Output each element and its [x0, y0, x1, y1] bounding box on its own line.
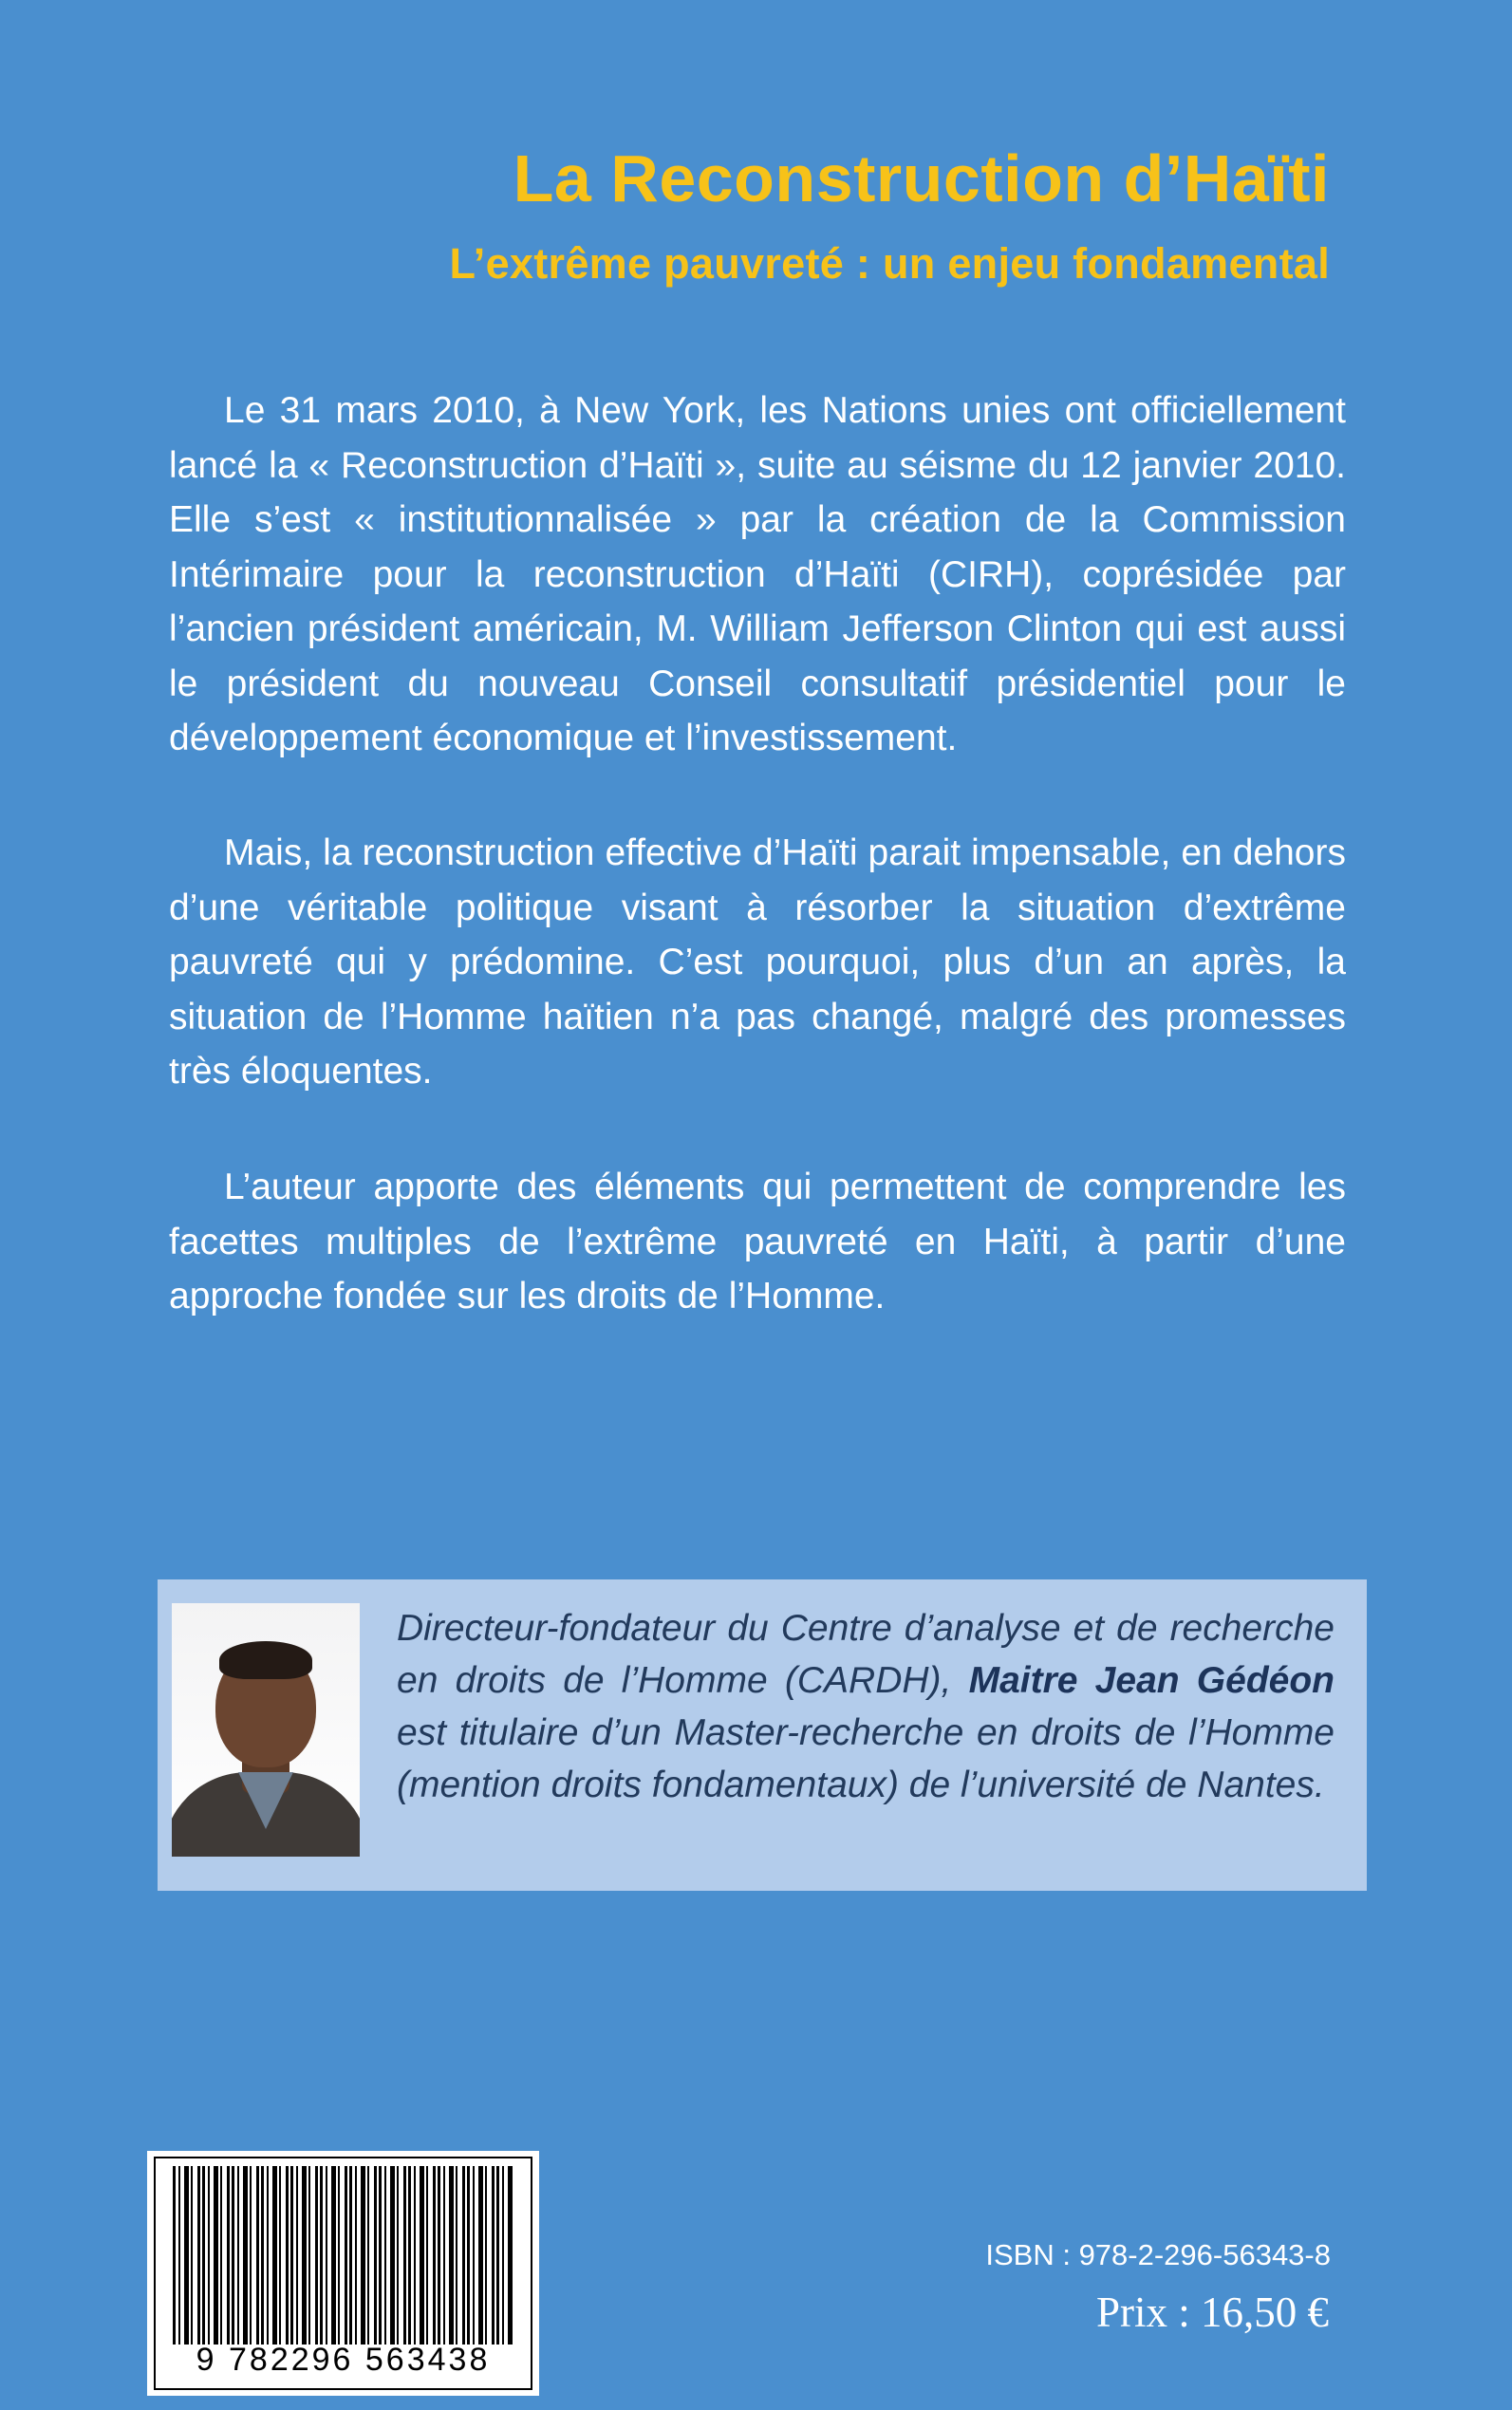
book-subtitle: L’extrême pauvreté : un enjeu fondamental — [449, 239, 1330, 288]
author-bio — [397, 1602, 1335, 1811]
summary-paragraph-1: Le 31 mars 2010, à New York, les Nations unies ont officiellement lancé la « Reconstruction d’Haïti », suite au séisme du 12 janvier 2010. Elle s’est « institutionnalisée » par la création de la Commission Intérimaire pour la reconstruction d’Haïti (CIRH), coprésidée par l’ancien président américain, M. William Jefferson Clinton qui est aussi le président du nouveau Conseil consultatif présidentiel pour le développement économique et l’investissement. — [169, 390, 1346, 758]
isbn-number: ISBN : 978-2-296-56343-8 — [985, 2238, 1331, 2271]
barcode-digits: 9 782296 563438 — [196, 2342, 491, 2378]
isbn-barcode — [147, 2151, 539, 2396]
summary-paragraph-3: L’auteur apporte des éléments qui permettent de comprendre les facettes multiples de l’extrême pauvreté en Haïti, à partir d’une approche fondée sur les droits de l’Homme. — [169, 1167, 1346, 1317]
author-bio-rest: est titulaire d’un Master-recherche en droits de l’Homme (mention droits fondamentaux) de l’université de Nantes. — [397, 1712, 1335, 1805]
summary-paragraph-2: Mais, la reconstruction effective d’Haïti parait impensable, en dehors d’une véritable politique visant à résorber la situation d’extrême pauvreté qui y prédomine. C’est pourquoi, plus d’un an après, la situation de l’Homme haïtien n’a pas changé, malgré des promesses très éloquentes. — [169, 832, 1346, 1092]
author-bio-box — [158, 1579, 1367, 1891]
author-bio-intro: Directeur-fondateur du Centre d’analyse et de recherche en droits de l’Homme (CARDH), — [397, 1608, 1335, 1701]
book-title: La Reconstruction d’Haïti — [513, 141, 1330, 215]
photo-hair — [219, 1641, 312, 1679]
author-name: Maitre Jean Gédéon — [968, 1660, 1335, 1701]
barcode-frame — [154, 2157, 532, 2390]
price-label: Prix : 16,50 € — [1095, 2289, 1329, 2336]
author-photo — [172, 1603, 360, 1857]
barcode-bars — [173, 2166, 514, 2345]
